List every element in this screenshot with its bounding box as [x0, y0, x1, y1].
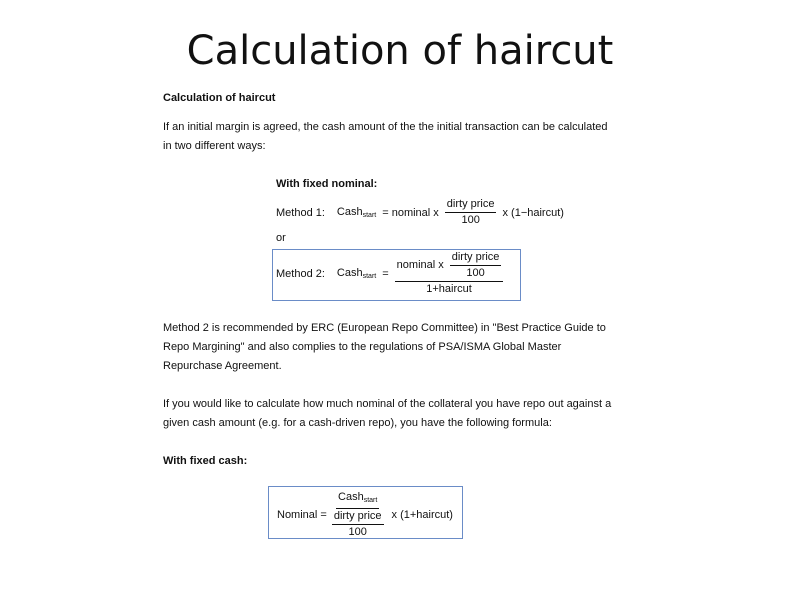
method1-label: Method 1: [276, 206, 325, 219]
fixed-cash-formula [277, 491, 453, 539]
method2-fraction: nominal x $\frac{\text{dirty price}}{100}$ 1+haircut [395, 251, 504, 296]
method1-lhs: Cash$_{start}$ [336, 206, 377, 219]
calc-line-1: If you would like to calculate how much nominal of the collateral you have repo out against a [163, 398, 612, 410]
fixed-cash-lhs: Nominal = [277, 509, 327, 521]
section-heading: Calculation of haircut [163, 92, 276, 104]
method1-fraction: $\frac{\text{dirty price}}{100}$ [446, 198, 495, 226]
method2-lhs: Cash$_{start}$ [336, 267, 377, 280]
method1-suffix: x (1−haircut) [502, 206, 564, 219]
method2-label: Method 2: [276, 267, 325, 280]
fixed-nominal-heading: With fixed nominal: [276, 178, 378, 190]
intro-line-2: in two different ways: [163, 140, 266, 152]
calc-line-2: given cash amount (e.g. for a cash-driven repo), you have the following formula: [163, 417, 552, 429]
or-text: or [276, 232, 286, 244]
method2-eq: = [382, 267, 389, 280]
fixed-cash-suffix: x (1+haircut) [391, 509, 453, 521]
fixed-cash-heading: With fixed cash: [163, 455, 248, 467]
method2-formula [276, 251, 503, 296]
method1-formula [276, 198, 564, 227]
method1-eq-prefix: = nominal x [382, 206, 439, 219]
recommendation-line-2: Repo Margining" and also complies to the regulations of PSA/ISMA Global Master [163, 341, 562, 353]
recommendation-line-1: Method 2 is recommended by ERC (European Repo Committee) in "Best Practice Guide to [163, 322, 606, 334]
fixed-cash-fraction: $\frac{Cash_{start}}{\frac{\text{dirty price}}{100}}$ [333, 491, 382, 538]
intro-line-1: If an initial margin is agreed, the cash amount of the the initial transaction can be calculated [163, 121, 608, 133]
slide-title: Calculation of haircut [186, 28, 614, 74]
recommendation-line-3: Repurchase Agreement. [163, 360, 282, 372]
